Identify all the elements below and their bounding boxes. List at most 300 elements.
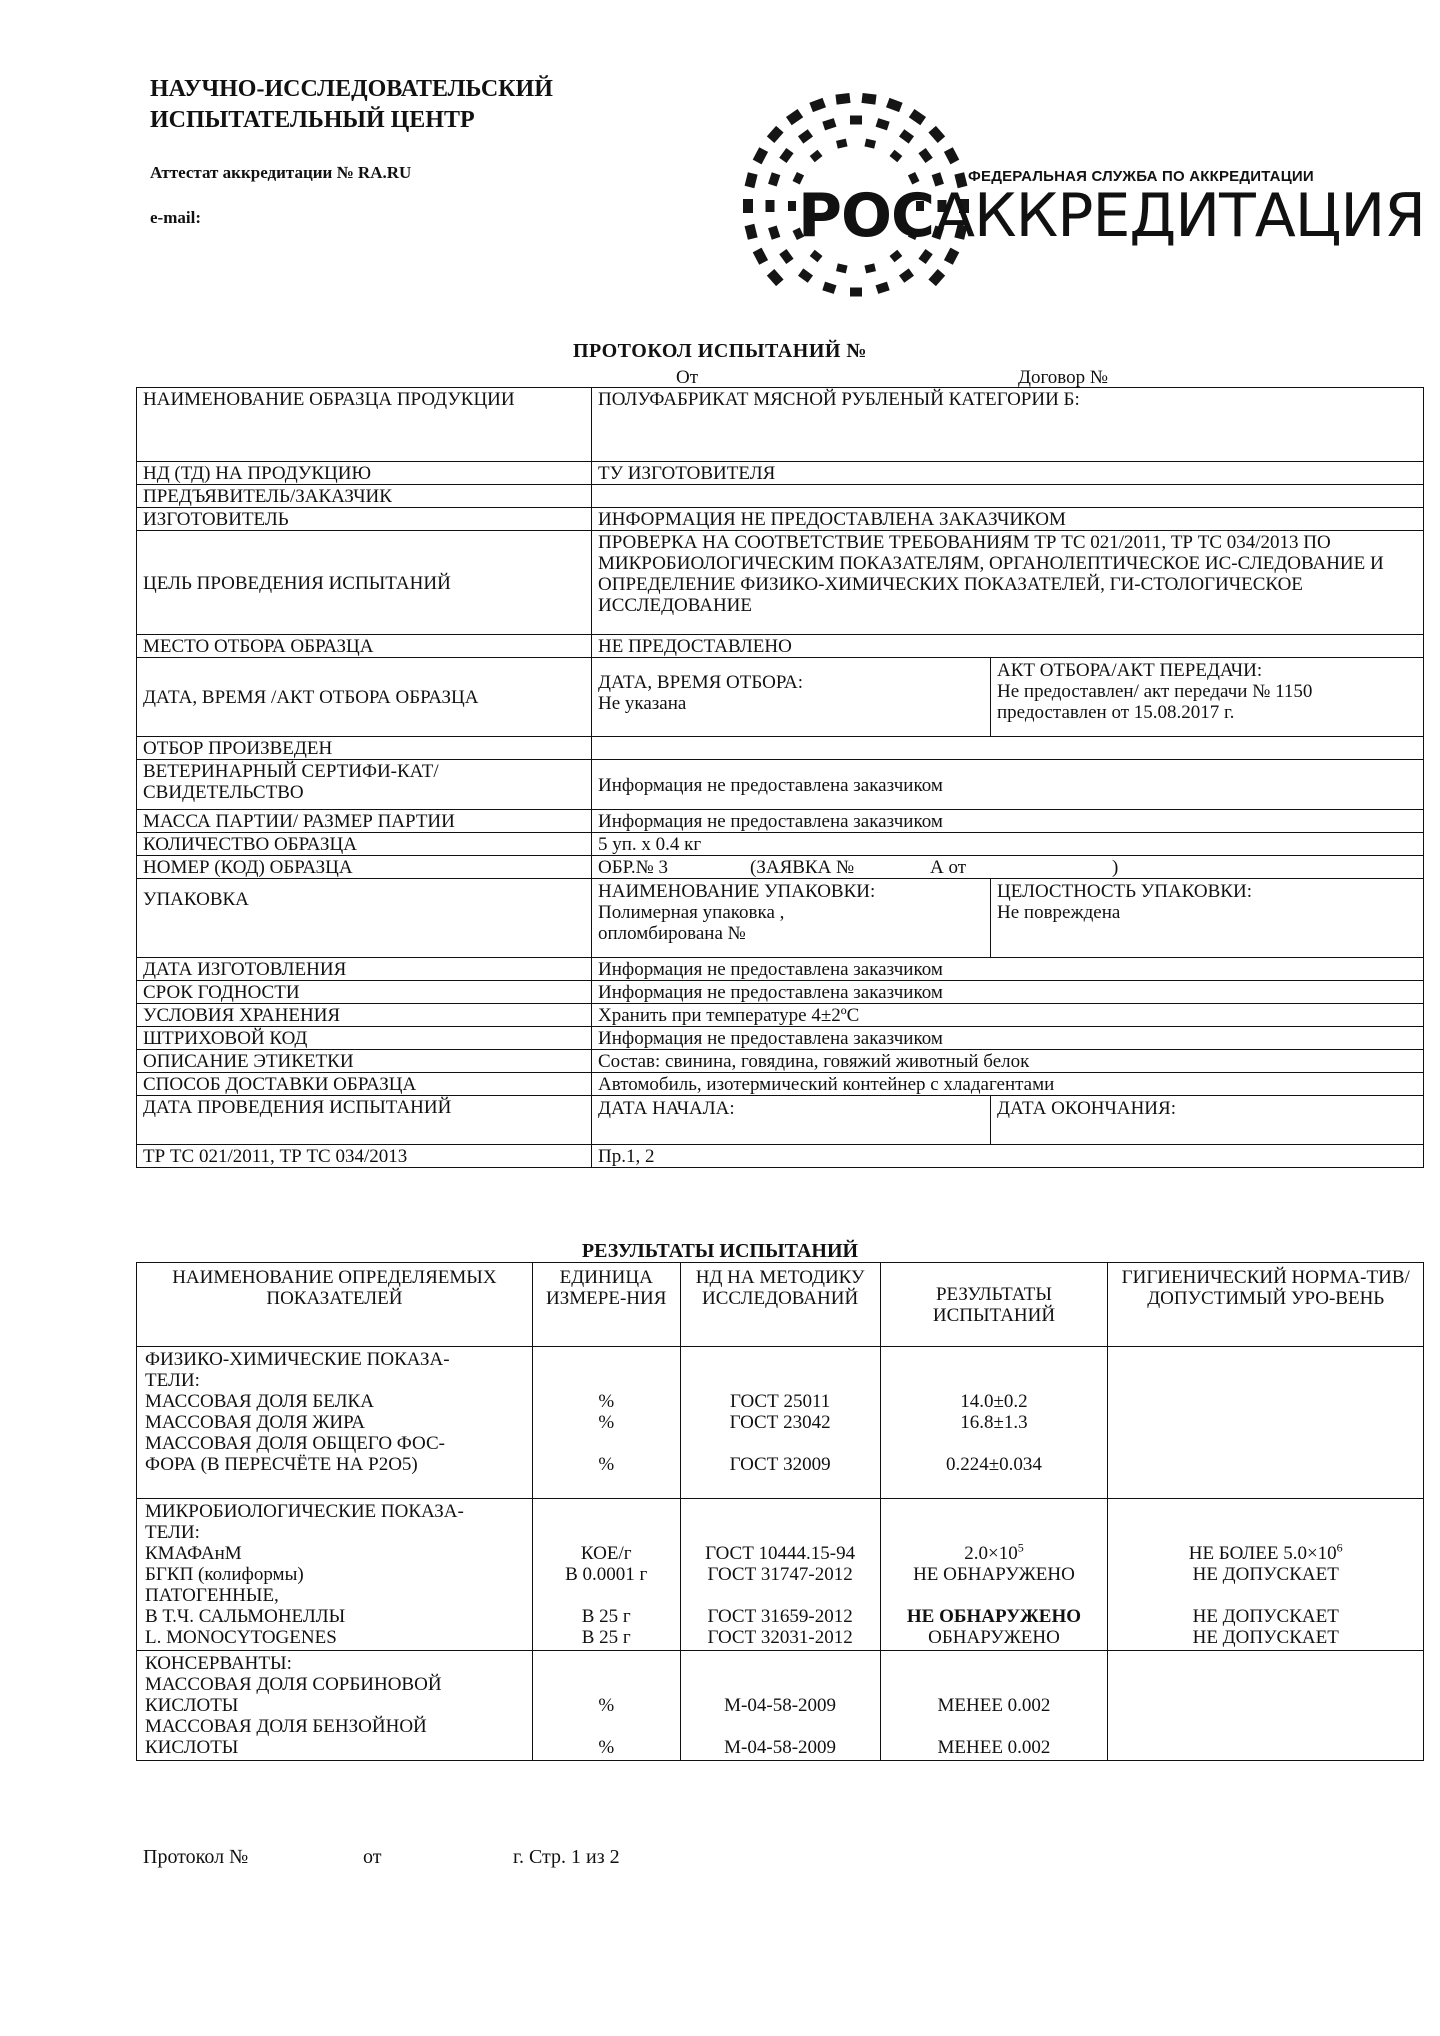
results-line-text: КОЕ/г: [580, 1543, 632, 1564]
emblem-block: [864, 139, 876, 149]
emblem-block: [835, 93, 850, 105]
results-line: [885, 1606, 1104, 1627]
emblem-block: [810, 250, 823, 262]
emblem-block: [779, 249, 793, 264]
results-line: [1112, 1627, 1419, 1648]
results-line: [885, 1737, 1104, 1758]
info-label: УПАКОВКА: [137, 879, 592, 958]
emblem-block: [768, 172, 780, 186]
results-header-cell: НАИМЕНОВАНИЕ ОПРЕДЕЛЯЕМЫХ ПОКАЗАТЕЛЕЙ: [137, 1263, 533, 1347]
indicator-cell: [137, 1499, 533, 1651]
organization-name-line1: НАУЧНО-ИССЛЕДОВАТЕЛЬСКИЙ: [150, 76, 553, 102]
results-line: [885, 1454, 1104, 1475]
results-header-cell: РЕЗУЛЬТАТЫ ИСПЫТАНИЙ: [880, 1263, 1108, 1347]
results-line: [685, 1475, 876, 1496]
results-line: [1112, 1540, 1419, 1564]
method-cell: [680, 1499, 880, 1651]
results-line: [885, 1585, 1104, 1606]
info-row-sampling-place: [137, 635, 1424, 658]
results-header-row: [137, 1263, 1424, 1347]
results-line-text: ГОСТ 31659-2012: [707, 1606, 853, 1627]
emblem-block: [899, 129, 914, 143]
results-line: [685, 1454, 876, 1475]
results-line-text: МАССОВАЯ ДОЛЯ БЕНЗОЙНОЙ: [145, 1716, 427, 1737]
results-line-text: ФИЗИКО-ХИМИЧЕСКИЕ ПОКАЗА-: [145, 1349, 450, 1370]
unit-cell: [532, 1347, 680, 1499]
test-end-label: ДАТА ОКОНЧАНИЯ:: [997, 1098, 1176, 1119]
info-label: ПРЕДЪЯВИТЕЛЬ/ЗАКАЗЧИК: [137, 485, 592, 508]
info-row-quantity: [137, 833, 1424, 856]
sample-request-close: ): [1112, 857, 1119, 878]
results-line: [685, 1370, 876, 1391]
results-line-text: ПАТОГЕННЫЕ,: [145, 1585, 279, 1606]
results-line: [885, 1674, 1104, 1695]
emblem-block: [836, 263, 848, 273]
results-line-text: В 0.0001 г: [565, 1564, 648, 1585]
results-line-text: ГОСТ 10444.15-94: [705, 1543, 856, 1564]
info-row-test-dates: [137, 1096, 1424, 1145]
organization-name: [150, 74, 670, 136]
results-line: [885, 1653, 1104, 1674]
sample-number-cell: [592, 856, 1424, 879]
contract-label: Договор №: [1018, 367, 1108, 388]
results-line: [685, 1349, 876, 1370]
results-line-text: В 25 г: [581, 1627, 631, 1648]
results-line-text: %: [598, 1412, 615, 1433]
info-row-batch: [137, 810, 1424, 833]
results-line-text: ГОСТ 32031-2012: [707, 1627, 853, 1648]
packaging-name-line2: опломбирована №: [598, 923, 746, 944]
emblem-block: [944, 147, 959, 164]
test-start-label: ДАТА НАЧАЛА:: [592, 1096, 991, 1144]
emblem-block: [768, 226, 780, 240]
results-line-text: НЕ БОЛЕЕ 5.0×10: [1188, 1543, 1337, 1564]
info-row-sample-number: [137, 856, 1424, 879]
results-line: [685, 1627, 876, 1648]
sampling-act-cell: [991, 658, 1424, 736]
results-line: [885, 1716, 1104, 1737]
results-line: [685, 1564, 876, 1585]
results-line: [145, 1501, 528, 1522]
results-line: [1112, 1412, 1419, 1433]
results-line: [145, 1433, 528, 1454]
info-value: Информация не предоставлена заказчиком: [592, 958, 1424, 981]
results-line: [537, 1606, 676, 1627]
emblem-block: [850, 288, 862, 297]
logo-name-rest: АККРЕДИТАЦИЯ: [934, 181, 1425, 251]
info-value: Состав: свинина, говядина, говяжий животный белок: [592, 1050, 1424, 1073]
results-line: [537, 1370, 676, 1391]
results-line-text: МАССОВАЯ ДОЛЯ СОРБИНОВОЙ: [145, 1674, 442, 1695]
info-row-manufacturer: [137, 508, 1424, 531]
results-line: [145, 1627, 528, 1648]
results-line: [885, 1370, 1104, 1391]
results-line-text: НЕ ОБНАРУЖЕНО: [913, 1564, 1075, 1585]
emblem-block: [809, 98, 826, 112]
results-line: [1112, 1674, 1419, 1695]
emblem-block: [876, 118, 890, 130]
emblem-block: [886, 98, 903, 112]
emblem-block: [753, 248, 768, 265]
info-value: [592, 737, 1424, 760]
emblem-block: [766, 200, 775, 212]
results-line: [537, 1501, 676, 1522]
results-line-text: КИСЛОТЫ: [145, 1695, 239, 1716]
results-line-text: ГОСТ 31747-2012: [707, 1564, 853, 1585]
info-label: ДАТА, ВРЕМЯ /АКТ ОТБОРА ОБРАЗЦА: [137, 658, 592, 737]
sampling-act-line2: предоставлен от 15.08.2017 г.: [997, 702, 1235, 723]
results-line: [1112, 1653, 1419, 1674]
results-line: [537, 1349, 676, 1370]
emblem-block: [788, 201, 796, 211]
results-line-text: ГОСТ 25011: [729, 1391, 831, 1412]
results-line: [685, 1716, 876, 1737]
accreditation-certificate: Аттестат аккредитации № RA.RU: [150, 163, 412, 182]
emblem-block: [822, 118, 836, 130]
info-value: Информация не предоставлена заказчиком: [592, 760, 1424, 810]
info-value: Информация не предоставлена заказчиком: [592, 981, 1424, 1004]
email-label: e-mail:: [150, 208, 201, 227]
results-line: [685, 1522, 876, 1543]
info-value: [592, 485, 1424, 508]
results-line: [145, 1606, 528, 1627]
emblem-block: [745, 172, 758, 188]
info-value: ТУ ИЗГОТОВИТЕЛЯ: [592, 462, 1424, 485]
info-row-delivery: [137, 1073, 1424, 1096]
emblem-block: [810, 150, 823, 162]
info-row-sampling-date: [137, 658, 1424, 737]
results-line: [145, 1695, 528, 1716]
info-label: МАССА ПАРТИИ/ РАЗМЕР ПАРТИИ: [137, 810, 592, 833]
results-line: [537, 1454, 676, 1475]
emblem-block: [928, 269, 945, 286]
results-line-text: %: [598, 1737, 615, 1758]
results-line-text: %: [598, 1391, 615, 1412]
info-label: ОТБОР ПРОИЗВЕДЕН: [137, 737, 592, 760]
results-line: [537, 1695, 676, 1716]
results-line-text: В 25 г: [581, 1606, 631, 1627]
emblem-block: [743, 199, 753, 213]
results-line-text: ФОРА (В ПЕРЕСЧЁТЕ НА Р2О5): [145, 1454, 418, 1475]
result-cell: [880, 1499, 1108, 1651]
results-line: [145, 1653, 528, 1674]
results-line-text: 0.224±0.034: [946, 1454, 1042, 1475]
results-line-text: КИСЛОТЫ: [145, 1737, 239, 1758]
results-line: [685, 1433, 876, 1454]
sample-info-table: [136, 387, 1424, 1168]
results-line-text: ГОСТ 23042: [729, 1412, 831, 1433]
sampling-act-line1: Не предоставлен/ акт передачи № 1150: [997, 681, 1313, 702]
results-line-text: КМАФАнМ: [145, 1543, 242, 1564]
results-line-text: М-04-58-2009: [724, 1737, 837, 1758]
results-line: [145, 1522, 528, 1543]
results-line: [1112, 1737, 1419, 1758]
results-line-text: L. MONOCYTOGENES: [145, 1627, 337, 1648]
info-label: ШТРИХОВОЙ КОД: [137, 1027, 592, 1050]
sample-number-value: ОБР.№ 3: [598, 857, 668, 878]
results-line: [685, 1543, 876, 1564]
results-line: [685, 1412, 876, 1433]
emblem-block: [767, 126, 784, 143]
info-value: ИНФОРМАЦИЯ НЕ ПРЕДОСТАВЛЕНА ЗАКАЗЧИКОМ: [592, 508, 1424, 531]
logo-name-bold: РОС: [798, 181, 935, 251]
results-title: РЕЗУЛЬТАТЫ ИСПЫТАНИЙ: [581, 1240, 859, 1262]
results-line: [1112, 1433, 1419, 1454]
emblem-block: [745, 224, 758, 240]
packaging-name-cell: [592, 879, 991, 957]
results-line: [685, 1653, 876, 1674]
emblem-block: [836, 139, 848, 149]
results-line: [537, 1716, 676, 1737]
results-line: [685, 1391, 876, 1412]
results-line-text: В Т.Ч. САЛЬМОНЕЛЛЫ: [145, 1606, 346, 1627]
logo-name: [798, 181, 1425, 251]
results-line: [537, 1475, 676, 1496]
results-line-text: КОНСЕРВАНТЫ:: [145, 1653, 292, 1674]
results-line: [145, 1370, 528, 1391]
norm-cell: [1108, 1499, 1424, 1651]
results-line-text: ОБНАРУЖЕНО: [928, 1627, 1060, 1648]
results-line: [537, 1412, 676, 1433]
info-value: 5 уп. х 0.4 кг: [592, 833, 1424, 856]
results-line: [145, 1454, 528, 1475]
info-label: МЕСТО ОТБОРА ОБРАЗЦА: [137, 635, 592, 658]
results-line: [145, 1564, 528, 1585]
results-line-text: НЕ ДОПУСКАЕТ: [1192, 1606, 1339, 1627]
results-header-cell: ГИГИЕНИЧЕСКИЙ НОРМА-ТИВ/ДОПУСТИМЫЙ УРО-ВЕНЬ: [1108, 1263, 1424, 1347]
results-line: [537, 1737, 676, 1758]
packaging-name-title: НАИМЕНОВАНИЕ УПАКОВКИ:: [598, 881, 876, 902]
result-cell: [880, 1651, 1108, 1761]
results-line: [145, 1737, 528, 1758]
emblem-block: [822, 282, 836, 294]
emblem-block: [889, 250, 902, 262]
info-label: СРОК ГОДНОСТИ: [137, 981, 592, 1004]
results-line: [145, 1391, 528, 1412]
results-line: [1112, 1501, 1419, 1522]
sampling-date-value: Не указана: [598, 693, 687, 714]
packaging-integrity-cell: [991, 879, 1424, 957]
results-line: [537, 1543, 676, 1564]
norm-cell: [1108, 1347, 1424, 1499]
sampling-act-title: АКТ ОТБОРА/АКТ ПЕРЕДАЧИ:: [997, 660, 1263, 681]
emblem-block: [864, 263, 876, 273]
rosaccreditation-logo: [738, 88, 1425, 328]
emblem-block: [909, 109, 926, 125]
info-value: Автомобиль, изотермический контейнер с хладагентами: [592, 1073, 1424, 1096]
unit-cell: [532, 1651, 680, 1761]
organization-name-line2: ИСПЫТАТЕЛЬНЫЙ ЦЕНТР: [150, 107, 475, 133]
results-line: [1112, 1349, 1419, 1370]
emblem-block: [876, 282, 890, 294]
results-line-text: НЕ ДОПУСКАЕТ: [1192, 1627, 1339, 1648]
info-value: Информация не предоставлена заказчиком: [592, 1027, 1424, 1050]
sample-request-label: (ЗАЯВКА №: [750, 857, 855, 878]
results-line-text: НЕ ОБНАРУЖЕНО: [906, 1606, 1082, 1627]
results-line: [885, 1695, 1104, 1716]
emblem-block: [889, 150, 902, 162]
results-line: [685, 1606, 876, 1627]
results-line: [885, 1522, 1104, 1543]
results-line-text: НЕ ДОПУСКАЕТ: [1192, 1564, 1339, 1585]
results-line: [885, 1349, 1104, 1370]
info-row-sampled-by: [137, 737, 1424, 760]
info-value: ПРОВЕРКА НА СООТВЕТСТВИЕ ТРЕБОВАНИЯМ ТР ТС 021/2011, ТР ТС 034/2013 ПО МИКРОБИОЛОГИЧЕСКИМ ПОКАЗАТЕЛЯМ, ОРГАНОЛЕПТИЧЕСКОЕ ИС-СЛЕДОВАНИЕ И ОПРЕДЕЛЕНИЕ ФИЗИКО-ХИМИЧЕСКИХ ПОКАЗАТЕЛЕЙ, ГИ-СТОЛОГИЧЕСКОЕ ИССЛЕДОВАНИЕ: [592, 531, 1424, 635]
results-line: [1112, 1370, 1419, 1391]
emblem-block: [779, 148, 793, 163]
results-line: [145, 1716, 528, 1737]
results-line: [145, 1475, 528, 1496]
info-label: НД (ТД) НА ПРОДУКЦИЮ: [137, 462, 592, 485]
info-label: УСЛОВИЯ ХРАНЕНИЯ: [137, 1004, 592, 1027]
results-line: [145, 1674, 528, 1695]
results-line: [885, 1564, 1104, 1585]
results-line: [145, 1412, 528, 1433]
results-line: [885, 1501, 1104, 1522]
method-cell: [680, 1651, 880, 1761]
packaging-name-line1: Полимерная упаковка ,: [598, 902, 785, 923]
results-line: [537, 1522, 676, 1543]
results-line-text: МИКРОБИОЛОГИЧЕСКИЕ ПОКАЗА-: [145, 1501, 464, 1522]
emblem-block: [786, 109, 803, 125]
results-line: [537, 1391, 676, 1412]
indicator-cell: [137, 1651, 533, 1761]
results-line: [685, 1501, 876, 1522]
results-line: [1112, 1585, 1419, 1606]
info-value: НЕ ПРЕДОСТАВЛЕНО: [592, 635, 1424, 658]
results-line: [1112, 1695, 1419, 1716]
info-label: СПОСОБ ДОСТАВКИ ОБРАЗЦА: [137, 1073, 592, 1096]
results-line: [885, 1412, 1104, 1433]
results-line-text: %: [598, 1695, 615, 1716]
protocol-title: ПРОТОКОЛ ИСПЫТАНИЙ №: [572, 340, 868, 362]
emblem-block: [753, 147, 768, 164]
sampling-date-title: ДАТА, ВРЕМЯ ОТБОРА:: [598, 672, 804, 693]
results-line: [145, 1349, 528, 1370]
info-row-customer: [137, 485, 1424, 508]
emblem-block: [798, 268, 813, 282]
info-label: НОМЕР (КОД) ОБРАЗЦА: [137, 856, 592, 879]
results-line-text: 14.0±0.2: [960, 1391, 1028, 1412]
results-table: [136, 1262, 1424, 1761]
results-group-physchem: [137, 1347, 1424, 1499]
results-line-text: МАССОВАЯ ДОЛЯ БЕЛКА: [145, 1391, 374, 1412]
info-row-vet-cert: [137, 760, 1424, 810]
results-line: [685, 1585, 876, 1606]
results-line-text: 16.8±1.3: [960, 1412, 1028, 1433]
results-line: [885, 1627, 1104, 1648]
unit-cell: [532, 1499, 680, 1651]
results-line: [1112, 1564, 1419, 1585]
results-line: [1112, 1391, 1419, 1412]
info-label: ДАТА ИЗГОТОВЛЕНИЯ: [137, 958, 592, 981]
results-line: [537, 1674, 676, 1695]
results-line: [1112, 1475, 1419, 1496]
results-line: [537, 1585, 676, 1606]
info-value: ПОЛУФАБРИКАТ МЯСНОЙ РУБЛЕНЫЙ КАТЕГОРИИ Б:: [592, 388, 1424, 462]
info-row-packaging: [137, 879, 1424, 958]
packaging-integrity-title: ЦЕЛОСТНОСТЬ УПАКОВКИ:: [997, 881, 1252, 902]
results-line: [685, 1737, 876, 1758]
info-row-sample-name: [137, 388, 1424, 462]
results-group-preservatives: [137, 1651, 1424, 1761]
results-line: [885, 1391, 1104, 1412]
info-label: ИЗГОТОВИТЕЛЬ: [137, 508, 592, 531]
info-value: Информация не предоставлена заказчиком: [592, 810, 1424, 833]
footer-from-label: от: [363, 1846, 382, 1868]
packaging-integrity-value: Не повреждена: [997, 902, 1121, 923]
results-group-microbio: [137, 1499, 1424, 1651]
info-value: Пр.1, 2: [592, 1145, 1424, 1168]
info-row-regulation: [137, 1145, 1424, 1168]
results-line-text: %: [598, 1454, 615, 1475]
info-row-shelf-life: [137, 981, 1424, 1004]
emblem-block: [928, 126, 945, 143]
info-row-manufacture-date: [137, 958, 1424, 981]
results-line-text: МАССОВАЯ ДОЛЯ ЖИРА: [145, 1412, 366, 1433]
info-value: Хранить при температуре 4±2ºС: [592, 1004, 1424, 1027]
results-line: [537, 1564, 676, 1585]
results-line-text: МАССОВАЯ ДОЛЯ ОБЩЕГО ФОС-: [145, 1433, 445, 1454]
protocol-date-label: От: [676, 367, 699, 388]
results-line: [885, 1475, 1104, 1496]
info-label: ЦЕЛЬ ПРОВЕДЕНИЯ ИСПЫТАНИЙ: [137, 531, 592, 635]
results-line: [537, 1653, 676, 1674]
result-cell: [880, 1347, 1108, 1499]
info-label: ВЕТЕРИНАРНЫЙ СЕРТИФИ-КАТ/СВИДЕТЕЛЬСТВО: [137, 760, 592, 810]
results-line: [537, 1433, 676, 1454]
info-label: КОЛИЧЕСТВО ОБРАЗЦА: [137, 833, 592, 856]
norm-cell: [1108, 1651, 1424, 1761]
results-line: [685, 1674, 876, 1695]
results-line: [145, 1543, 528, 1564]
sample-request-from: А от: [930, 857, 967, 878]
results-line-text: ТЕЛИ:: [145, 1522, 200, 1543]
results-line: [145, 1585, 528, 1606]
info-row-barcode: [137, 1027, 1424, 1050]
results-line: [1112, 1716, 1419, 1737]
sampling-date-cell: [592, 658, 991, 736]
info-row-label: [137, 1050, 1424, 1073]
results-header-cell: ЕДИНИЦА ИЗМЕРЕ-НИЯ: [532, 1263, 680, 1347]
results-line: [885, 1433, 1104, 1454]
emblem-block: [861, 93, 876, 105]
info-row-purpose: [137, 531, 1424, 635]
emblem-block: [798, 129, 813, 143]
emblem-block: [899, 268, 914, 282]
results-line-text: 2.0×10: [964, 1543, 1018, 1564]
footer-protocol-label: Протокол №: [143, 1846, 249, 1868]
logo-subtitle: ФЕДЕРАЛЬНАЯ СЛУЖБА ПО АККРЕДИТАЦИИ: [968, 168, 1314, 185]
results-line: [537, 1627, 676, 1648]
emblem-block: [767, 269, 784, 286]
results-line-text: МЕНЕЕ 0.002: [937, 1695, 1051, 1716]
emblem-block: [918, 249, 932, 264]
results-line-text: МЕНЕЕ 0.002: [937, 1737, 1051, 1758]
indicator-cell: [137, 1347, 533, 1499]
info-label: ОПИСАНИЕ ЭТИКЕТКИ: [137, 1050, 592, 1073]
results-line-text: БГКП (колиформы): [145, 1564, 304, 1585]
results-line: [1112, 1522, 1419, 1543]
exponent: 6: [1336, 1540, 1343, 1555]
emblem-block: [918, 148, 932, 163]
method-cell: [680, 1347, 880, 1499]
info-label: ТР ТС 021/2011, ТР ТС 034/2013: [137, 1145, 592, 1168]
exponent: 5: [1017, 1540, 1024, 1555]
emblem-block: [850, 116, 862, 125]
results-line: [685, 1695, 876, 1716]
info-row-nd: [137, 462, 1424, 485]
